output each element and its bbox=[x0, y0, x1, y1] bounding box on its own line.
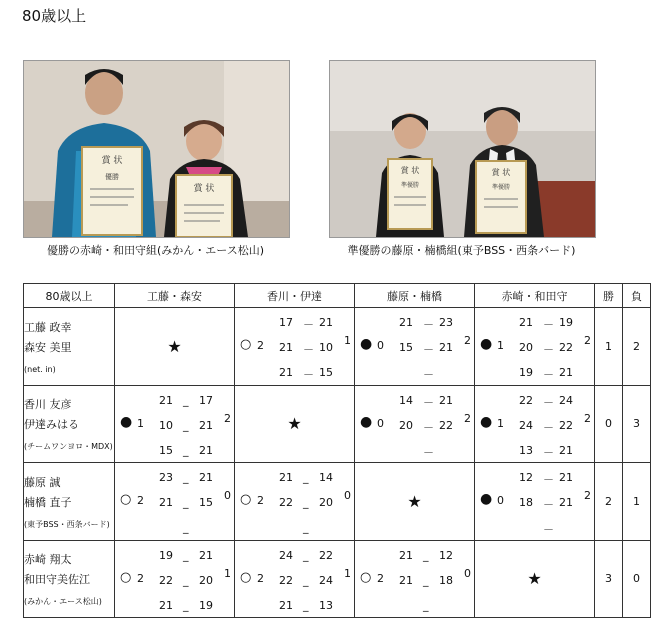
game-score-separator: _ bbox=[183, 418, 189, 432]
game-scores bbox=[517, 471, 577, 546]
game-score bbox=[277, 316, 337, 341]
game-score bbox=[157, 549, 217, 574]
game-score-left: 22 bbox=[159, 573, 173, 587]
game-score-right: 23 bbox=[439, 316, 453, 330]
certificate-heading-3: 賞 状 bbox=[400, 166, 420, 175]
result-mark-icon: ● bbox=[480, 413, 493, 430]
team-name: (東予BSS・西条バード) bbox=[24, 519, 110, 529]
game-score-separator: － bbox=[543, 368, 554, 382]
match-result-cell bbox=[355, 385, 475, 463]
game-score-left: 14 bbox=[399, 393, 413, 407]
game-score bbox=[397, 394, 457, 419]
certificate-heading-4: 賞 状 bbox=[491, 168, 511, 177]
opponent-header: 工藤・森安 bbox=[115, 284, 235, 308]
game-score bbox=[277, 549, 337, 574]
game-score-separator: － bbox=[303, 343, 314, 357]
game-score bbox=[277, 496, 337, 521]
game-score-left: 21 bbox=[159, 598, 173, 612]
game-score bbox=[277, 366, 337, 391]
league-table bbox=[23, 283, 651, 618]
games-lost: 2 bbox=[464, 334, 471, 348]
game-score-separator: _ bbox=[303, 521, 309, 535]
result-mark-icon: ● bbox=[480, 491, 493, 508]
game-score-right: 18 bbox=[439, 573, 453, 587]
opponent-header: 藤原・楠橋 bbox=[355, 284, 475, 308]
certificate-heading-2: 賞 状 bbox=[193, 184, 215, 194]
game-score-right: 19 bbox=[559, 316, 573, 330]
game-score bbox=[397, 574, 457, 599]
game-score-separator: _ bbox=[303, 573, 309, 587]
match-result-cell bbox=[355, 540, 475, 618]
games-lost: 2 bbox=[464, 411, 471, 425]
certificate-rank: 優勝 bbox=[105, 173, 119, 181]
game-score-left: 12 bbox=[519, 471, 533, 485]
total-wins: 3 bbox=[595, 540, 623, 618]
player-row bbox=[24, 540, 651, 618]
game-score-separator: － bbox=[303, 318, 314, 332]
games-lost: 2 bbox=[584, 334, 591, 348]
game-score bbox=[397, 549, 457, 574]
game-score-separator: － bbox=[543, 343, 554, 357]
games-won: 0 bbox=[497, 494, 504, 508]
game-score-left: 23 bbox=[159, 471, 173, 485]
team-name: (net. in) bbox=[24, 364, 56, 374]
pair-name-cell bbox=[24, 385, 115, 463]
player-row bbox=[24, 385, 651, 463]
game-score-right: 22 bbox=[559, 418, 573, 432]
game-score-separator: － bbox=[423, 343, 434, 357]
game-scores bbox=[277, 471, 337, 546]
team-name: (チームワンヨロ・MDX) bbox=[24, 442, 113, 452]
game-score-left: 17 bbox=[279, 316, 293, 330]
total-losses: 1 bbox=[623, 463, 651, 541]
game-score bbox=[517, 316, 577, 341]
game-score-right: 24 bbox=[559, 393, 573, 407]
game-score-right: 21 bbox=[199, 418, 213, 432]
game-score bbox=[157, 496, 217, 521]
game-scores bbox=[277, 316, 337, 391]
game-score-separator: － bbox=[423, 445, 434, 459]
game-score-left: 21 bbox=[159, 393, 173, 407]
self-match-star: ★ bbox=[355, 463, 475, 541]
pair-name-cell bbox=[24, 463, 115, 541]
games-won: 2 bbox=[257, 571, 264, 585]
game-score-right: 19 bbox=[199, 598, 213, 612]
player-row bbox=[24, 463, 651, 541]
games-won: 2 bbox=[257, 494, 264, 508]
game-score bbox=[157, 599, 217, 624]
game-score-left: 21 bbox=[399, 548, 413, 562]
game-score-left: 22 bbox=[279, 573, 293, 587]
runner-up-caption: 準優勝の藤原・楠橋組(東予BSS・西条バード) bbox=[347, 244, 576, 257]
game-score-right: 21 bbox=[439, 393, 453, 407]
match-result-cell bbox=[475, 463, 595, 541]
game-score-separator: － bbox=[423, 420, 434, 434]
player-name: 楠橋 直子 bbox=[24, 495, 72, 509]
game-scores bbox=[397, 549, 457, 624]
certificate-heading: 賞 状 bbox=[101, 156, 123, 166]
certificate-rank-2: 準優勝 bbox=[400, 182, 420, 189]
result-mark-icon: ● bbox=[480, 336, 493, 353]
game-score-left: 19 bbox=[159, 548, 173, 562]
game-score-left: 24 bbox=[519, 418, 533, 432]
games-lost: 0 bbox=[224, 489, 231, 503]
total-wins: 2 bbox=[595, 463, 623, 541]
game-score-right: 10 bbox=[319, 341, 333, 355]
result-mark-icon: ● bbox=[360, 413, 373, 430]
player-name: 工藤 政幸 bbox=[24, 320, 72, 334]
game-score bbox=[397, 444, 457, 469]
games-won: 2 bbox=[137, 494, 144, 508]
winner-photo bbox=[23, 60, 290, 238]
result-mark-icon: ○ bbox=[240, 569, 252, 585]
game-score-separator: － bbox=[543, 445, 554, 459]
games-lost: 0 bbox=[344, 489, 351, 503]
games-lost: 1 bbox=[224, 566, 231, 580]
game-score-separator: _ bbox=[183, 393, 189, 407]
game-score-left: 10 bbox=[159, 418, 173, 432]
game-score-separator: － bbox=[303, 368, 314, 382]
game-score-left: 15 bbox=[399, 341, 413, 355]
game-score-left: 21 bbox=[279, 471, 293, 485]
game-score bbox=[517, 341, 577, 366]
match-result-cell bbox=[235, 540, 355, 618]
game-score-separator: _ bbox=[303, 598, 309, 612]
game-score-separator: － bbox=[543, 420, 554, 434]
games-lost: 1 bbox=[344, 566, 351, 580]
pair-name-cell bbox=[24, 540, 115, 618]
game-score-right: 21 bbox=[319, 316, 333, 330]
game-score-left: 21 bbox=[279, 598, 293, 612]
game-score-right: 21 bbox=[439, 341, 453, 355]
game-score bbox=[397, 341, 457, 366]
winner-caption: 優勝の赤崎・和田守組(みかん・エース松山) bbox=[46, 244, 265, 257]
total-losses: 3 bbox=[623, 385, 651, 463]
games-lost: 2 bbox=[224, 411, 231, 425]
game-score-left: 18 bbox=[519, 496, 533, 510]
result-mark-icon: ○ bbox=[240, 337, 252, 353]
game-score-right: 21 bbox=[559, 366, 573, 380]
match-result-cell bbox=[475, 385, 595, 463]
game-score bbox=[157, 574, 217, 599]
game-score-left: 21 bbox=[399, 573, 413, 587]
player-name: 赤崎 翔太 bbox=[24, 553, 72, 567]
self-match-star: ★ bbox=[475, 540, 595, 618]
match-result-cell bbox=[115, 463, 235, 541]
game-score-left: 20 bbox=[519, 341, 533, 355]
game-score-right: 17 bbox=[199, 393, 213, 407]
corner-header: 80歳以上 bbox=[24, 284, 115, 308]
wins-header: 勝 bbox=[595, 284, 623, 308]
game-scores bbox=[397, 394, 457, 469]
match-result-cell bbox=[355, 308, 475, 386]
self-match-star: ★ bbox=[115, 308, 235, 386]
game-score-right: 21 bbox=[559, 496, 573, 510]
player-name: 森安 美里 bbox=[24, 340, 72, 354]
game-score-right: 21 bbox=[199, 548, 213, 562]
page-title: 80歳以上 bbox=[22, 7, 87, 25]
games-won: 1 bbox=[497, 339, 504, 353]
game-score bbox=[277, 599, 337, 624]
games-won: 2 bbox=[377, 571, 384, 585]
game-score-left: 21 bbox=[159, 496, 173, 510]
game-score-separator: _ bbox=[183, 573, 189, 587]
game-score-right: 22 bbox=[439, 418, 453, 432]
game-score-separator: _ bbox=[303, 471, 309, 485]
game-score-separator: _ bbox=[303, 548, 309, 562]
opponent-header: 赤崎・和田守 bbox=[475, 284, 595, 308]
team-name: (みかん・エース松山) bbox=[24, 597, 102, 607]
result-mark-icon: ● bbox=[360, 336, 373, 353]
game-score-left: 21 bbox=[279, 366, 293, 380]
game-score-separator: － bbox=[543, 318, 554, 332]
result-mark-icon: ○ bbox=[360, 569, 372, 585]
game-score-separator: － bbox=[543, 395, 554, 409]
losses-header: 負 bbox=[623, 284, 651, 308]
runner-up-photo bbox=[329, 60, 596, 238]
game-scores bbox=[277, 549, 337, 624]
game-score-separator: － bbox=[423, 395, 434, 409]
game-score bbox=[517, 394, 577, 419]
game-scores bbox=[157, 549, 217, 624]
game-score bbox=[157, 394, 217, 419]
game-score-right: 21 bbox=[199, 443, 213, 457]
game-score-left: 15 bbox=[159, 443, 173, 457]
player-name: 藤原 誠 bbox=[24, 475, 61, 489]
match-result-cell bbox=[115, 540, 235, 618]
game-score-separator: _ bbox=[303, 496, 309, 510]
game-score-right: 21 bbox=[559, 471, 573, 485]
game-score-left: 13 bbox=[519, 443, 533, 457]
game-score-separator: _ bbox=[423, 573, 429, 587]
match-result-cell bbox=[475, 308, 595, 386]
games-lost: 0 bbox=[464, 566, 471, 580]
game-score bbox=[157, 419, 217, 444]
game-score-separator: － bbox=[543, 498, 554, 512]
game-score-separator: _ bbox=[183, 496, 189, 510]
result-mark-icon: ○ bbox=[120, 492, 132, 508]
game-score bbox=[277, 341, 337, 366]
game-score-left: 22 bbox=[279, 496, 293, 510]
game-score-right: 21 bbox=[559, 443, 573, 457]
match-result-cell bbox=[235, 463, 355, 541]
games-lost: 2 bbox=[584, 489, 591, 503]
game-score-left: 20 bbox=[399, 418, 413, 432]
game-score-left: 21 bbox=[399, 316, 413, 330]
games-won: 0 bbox=[377, 339, 384, 353]
game-scores bbox=[157, 394, 217, 469]
game-score bbox=[517, 419, 577, 444]
game-score-separator: _ bbox=[183, 521, 189, 535]
games-lost: 2 bbox=[584, 411, 591, 425]
game-score-right: 20 bbox=[319, 496, 333, 510]
games-won: 2 bbox=[137, 571, 144, 585]
self-match-star: ★ bbox=[235, 385, 355, 463]
game-score bbox=[517, 496, 577, 521]
games-won: 2 bbox=[257, 339, 264, 353]
game-scores bbox=[517, 394, 577, 469]
game-score bbox=[157, 471, 217, 496]
game-score-separator: _ bbox=[183, 443, 189, 457]
game-score-separator: _ bbox=[423, 598, 429, 612]
result-mark-icon: ○ bbox=[240, 492, 252, 508]
games-won: 1 bbox=[497, 416, 504, 430]
games-won: 0 bbox=[377, 416, 384, 430]
game-score-right: 20 bbox=[199, 573, 213, 587]
player-name: 香川 友彦 bbox=[24, 398, 72, 412]
total-wins: 1 bbox=[595, 308, 623, 386]
game-score-right: 22 bbox=[559, 341, 573, 355]
result-mark-icon: ● bbox=[120, 413, 133, 430]
game-score bbox=[397, 599, 457, 624]
game-score-separator: － bbox=[543, 523, 554, 537]
game-score bbox=[277, 574, 337, 599]
game-scores bbox=[397, 316, 457, 391]
game-score-right: 15 bbox=[319, 366, 333, 380]
total-losses: 2 bbox=[623, 308, 651, 386]
opponent-header: 香川・伊達 bbox=[235, 284, 355, 308]
game-scores bbox=[517, 316, 577, 391]
pair-name-cell bbox=[24, 308, 115, 386]
game-score bbox=[397, 316, 457, 341]
player-name: 伊達みはる bbox=[24, 418, 79, 432]
game-scores bbox=[157, 471, 217, 546]
game-score-separator: _ bbox=[183, 471, 189, 485]
game-score-left: 19 bbox=[519, 366, 533, 380]
game-score-right: 13 bbox=[319, 598, 333, 612]
game-score-left: 21 bbox=[279, 341, 293, 355]
game-score-right: 15 bbox=[199, 496, 213, 510]
header-row bbox=[24, 284, 651, 308]
game-score-right: 12 bbox=[439, 548, 453, 562]
game-score bbox=[517, 521, 577, 546]
certificate-rank-3: 準優勝 bbox=[491, 184, 511, 191]
game-score-separator: _ bbox=[423, 548, 429, 562]
game-score-right: 21 bbox=[199, 471, 213, 485]
game-score bbox=[397, 419, 457, 444]
game-score-separator: _ bbox=[183, 598, 189, 612]
game-score-separator: － bbox=[543, 473, 554, 487]
games-won: 1 bbox=[137, 416, 144, 430]
result-mark-icon: ○ bbox=[120, 569, 132, 585]
game-score-separator: － bbox=[423, 368, 434, 382]
player-row bbox=[24, 308, 651, 386]
games-lost: 1 bbox=[344, 334, 351, 348]
game-score-right: 14 bbox=[319, 471, 333, 485]
total-losses: 0 bbox=[623, 540, 651, 618]
game-score-left: 22 bbox=[519, 393, 533, 407]
game-score-left: 21 bbox=[519, 316, 533, 330]
game-score bbox=[277, 471, 337, 496]
game-score-separator: _ bbox=[183, 548, 189, 562]
total-wins: 0 bbox=[595, 385, 623, 463]
game-score-right: 22 bbox=[319, 548, 333, 562]
game-score-left: 24 bbox=[279, 548, 293, 562]
game-score-right: 24 bbox=[319, 573, 333, 587]
game-score-separator: － bbox=[423, 318, 434, 332]
player-name: 和田守美佐江 bbox=[24, 573, 90, 587]
match-result-cell bbox=[235, 308, 355, 386]
game-score bbox=[517, 471, 577, 496]
match-result-cell bbox=[115, 385, 235, 463]
